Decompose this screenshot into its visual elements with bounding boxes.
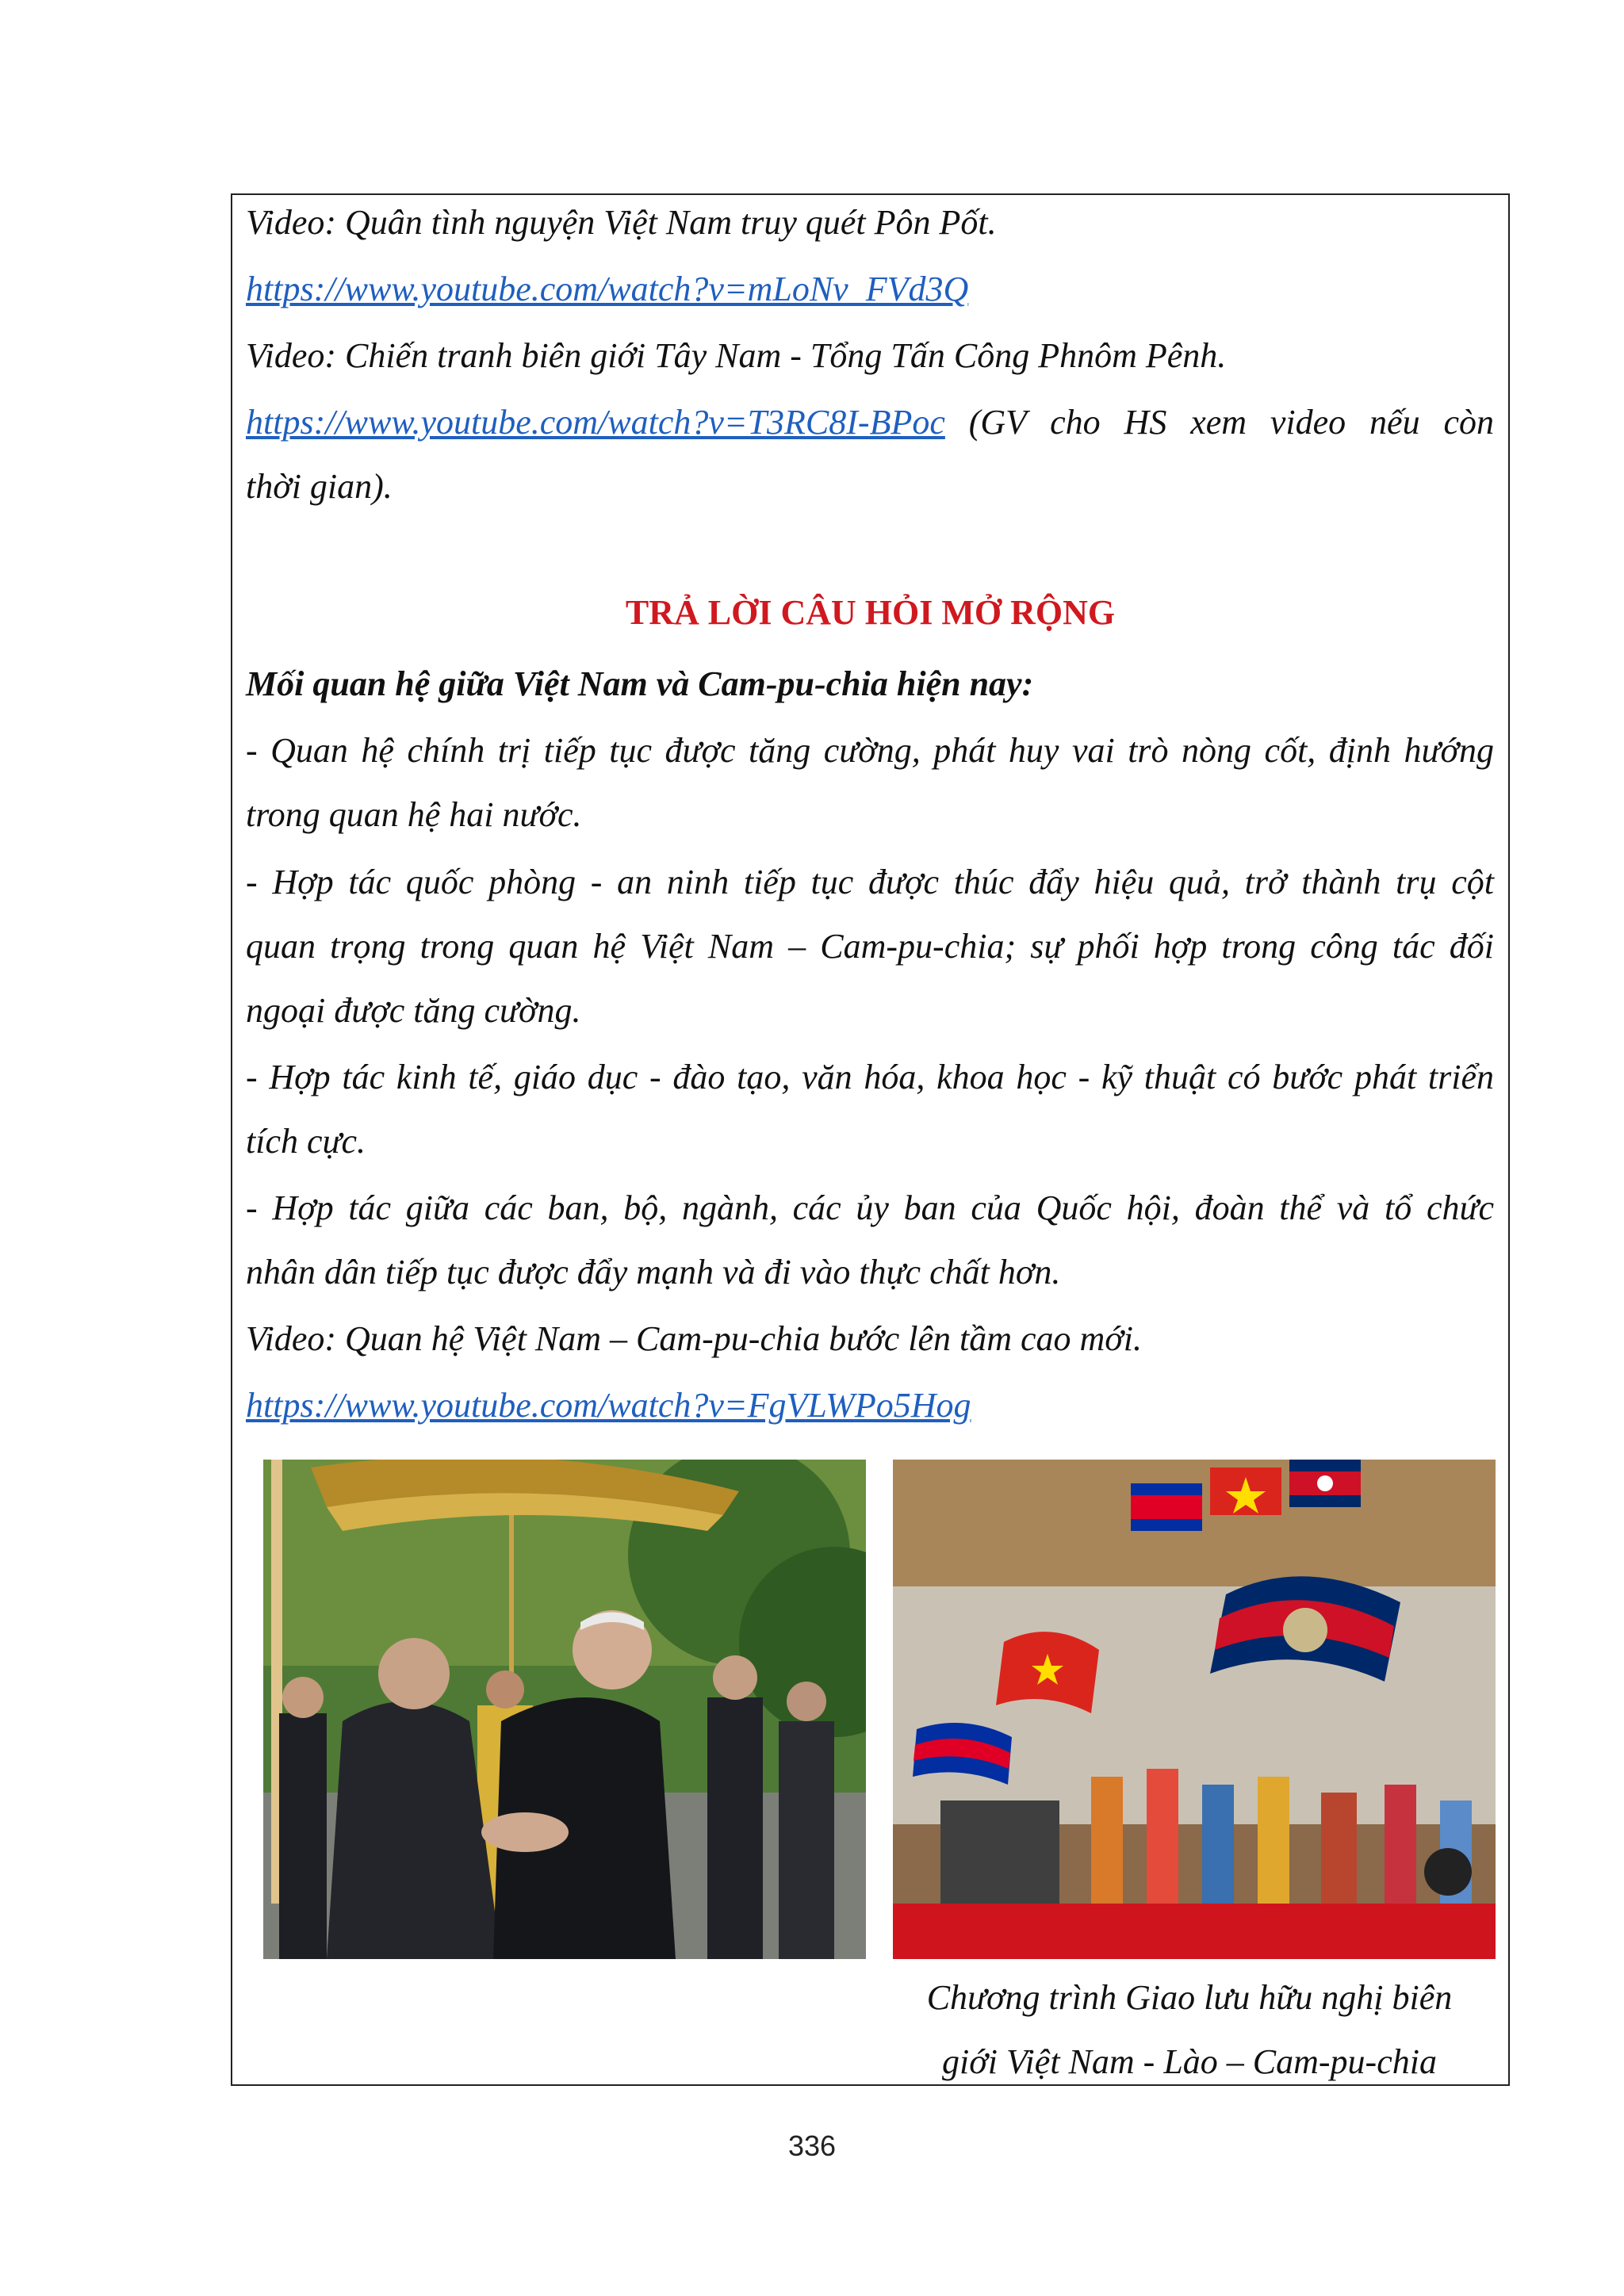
bullet-3-line-1: - Hợp tác kinh tế, giáo dục - đào tạo, văn hóa, khoa học - kỹ thuật có bước phát triển <box>246 1058 1494 1096</box>
bullet-1-line-1: - Quan hệ chính trị tiếp tục được tăng cường, phát huy vai trò nòng cốt, định hướng <box>246 731 1494 770</box>
bullet-1-line-2: trong quan hệ hai nước. <box>246 795 582 834</box>
photo-leaders-meeting-illustration <box>263 1460 866 1959</box>
section-subheading: Mối quan hệ giữa Việt Nam và Cam-pu-chia hiện nay: <box>246 664 1034 703</box>
video-link-2-row <box>246 399 1494 446</box>
bullet-4-line-2: nhân dân tiếp tục được đẩy mạnh và đi vào thực chất hơn. <box>246 1253 1061 1292</box>
bullet-2-line-1: - Hợp tác quốc phòng - an ninh tiếp tục được thúc đẩy hiệu quả, trở thành trụ cột <box>246 863 1494 901</box>
video-note-part2: thời gian). <box>246 467 393 506</box>
video-title-2: Video: Chiến tranh biên giới Tây Nam - Tổng Tấn Công Phnôm Pênh. <box>246 336 1227 375</box>
bullet-3-line-2: tích cực. <box>246 1122 366 1161</box>
photo-friendship-festival <box>893 1460 1496 1959</box>
page-number: 336 <box>787 2130 837 2162</box>
video-note-part1: (GV cho HS xem video nếu còn <box>968 403 1494 442</box>
section-video-title: Video: Quan hệ Việt Nam – Cam-pu-chia bước lên tầm cao mới. <box>246 1319 1142 1358</box>
bullet-2-line-3: ngoại được tăng cường. <box>246 991 581 1030</box>
photo-caption-line-1: Chương trình Giao lưu hữu nghị biên <box>926 1978 1453 2017</box>
section-heading: TRẢ LỜI CÂU HỎI MỞ RỘNG <box>625 593 1116 632</box>
video-link-2[interactable]: https://www.youtube.com/watch?v=T3RC8I-BPoc <box>246 403 945 442</box>
bullet-2-line-2: quan trọng trong quan hệ Việt Nam – Cam-pu-chia; sự phối hợp trong công tác đối <box>246 927 1494 966</box>
section-video-link[interactable]: https://www.youtube.com/watch?v=FgVLWPo5Hog <box>246 1386 971 1425</box>
bullet-4-line-1: - Hợp tác giữa các ban, bộ, ngành, các ủy ban của Quốc hội, đoàn thể và tổ chức <box>246 1188 1494 1227</box>
photo-caption-line-2: giới Việt Nam - Lào – Cam-pu-chia <box>942 2042 1437 2081</box>
photo-friendship-festival-illustration <box>893 1460 1496 1959</box>
video-title-1: Video: Quân tình nguyện Việt Nam truy quét Pôn Pốt. <box>246 203 997 242</box>
video-link-1[interactable]: https://www.youtube.com/watch?v=mLoNv_FVd3Q <box>246 270 969 308</box>
photo-leaders-meeting <box>263 1460 866 1959</box>
